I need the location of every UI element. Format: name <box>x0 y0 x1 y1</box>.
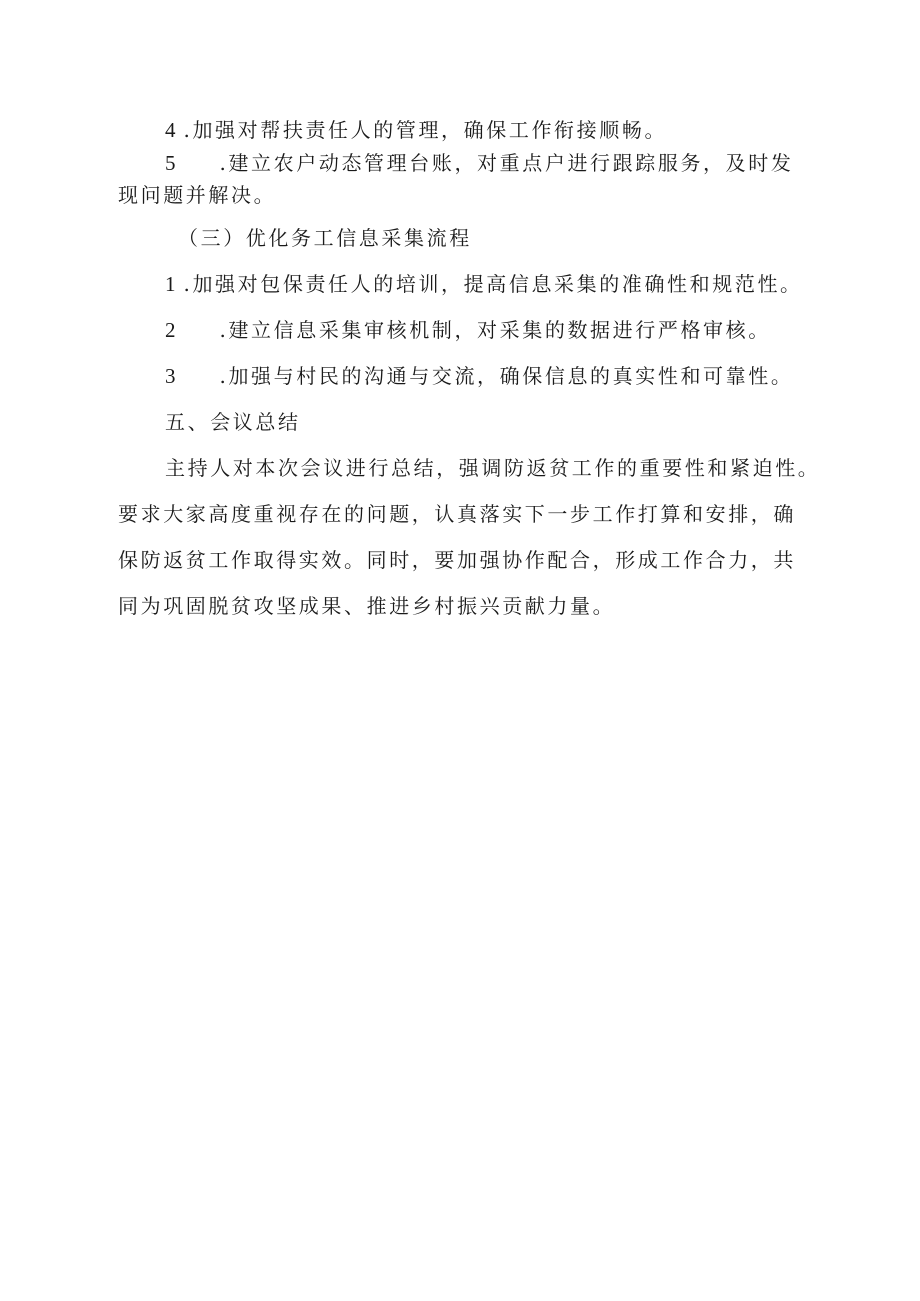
item-text: .建立农户动态管理台账，对重点户进行跟踪服务，及时发 <box>219 151 794 175</box>
list-item-5 <box>165 149 793 177</box>
list-item-4 <box>165 116 667 144</box>
list-item-3 <box>165 362 793 390</box>
list-item-1 <box>165 270 803 298</box>
item-number: 3 <box>165 364 176 388</box>
item-text: .加强对包保责任人的培训，提高信息采集的准确性和规范性。 <box>183 272 803 296</box>
paragraph-line: 同为巩固脱贫攻坚成果、推进乡村振兴贡献力量。 <box>118 594 616 618</box>
item-text: .加强与村民的沟通与交流，确保信息的真实性和可靠性。 <box>219 364 794 388</box>
item-number: 1 <box>165 272 176 296</box>
item-number: 5 <box>165 151 176 175</box>
section-heading: 五、会议总结 <box>165 410 301 434</box>
section-heading: （三）优化务工信息采集流程 <box>178 226 472 250</box>
item-text: .加强对帮扶责任人的管理，确保工作衔接顺畅。 <box>183 118 668 142</box>
item-number: 2 <box>165 318 176 342</box>
paragraph-line: 要求大家高度重视存在的问题，认真落实下一步工作打算和安排，确 <box>118 502 796 526</box>
paragraph-line: 保防返贫工作取得实效。同时，要加强协作配合，形成工作合力，共 <box>118 548 796 572</box>
item-text: .建立信息采集审核机制，对采集的数据进行严格审核。 <box>219 318 771 342</box>
paragraph-line: 主持人对本次会议进行总结，强调防返贫工作的重要性和紧迫性。 <box>165 456 821 480</box>
list-item-5-continuation <box>118 181 276 209</box>
item-number: 4 <box>165 118 176 142</box>
item-text-continuation: 现问题并解决。 <box>118 183 277 207</box>
list-item-2 <box>165 316 771 344</box>
